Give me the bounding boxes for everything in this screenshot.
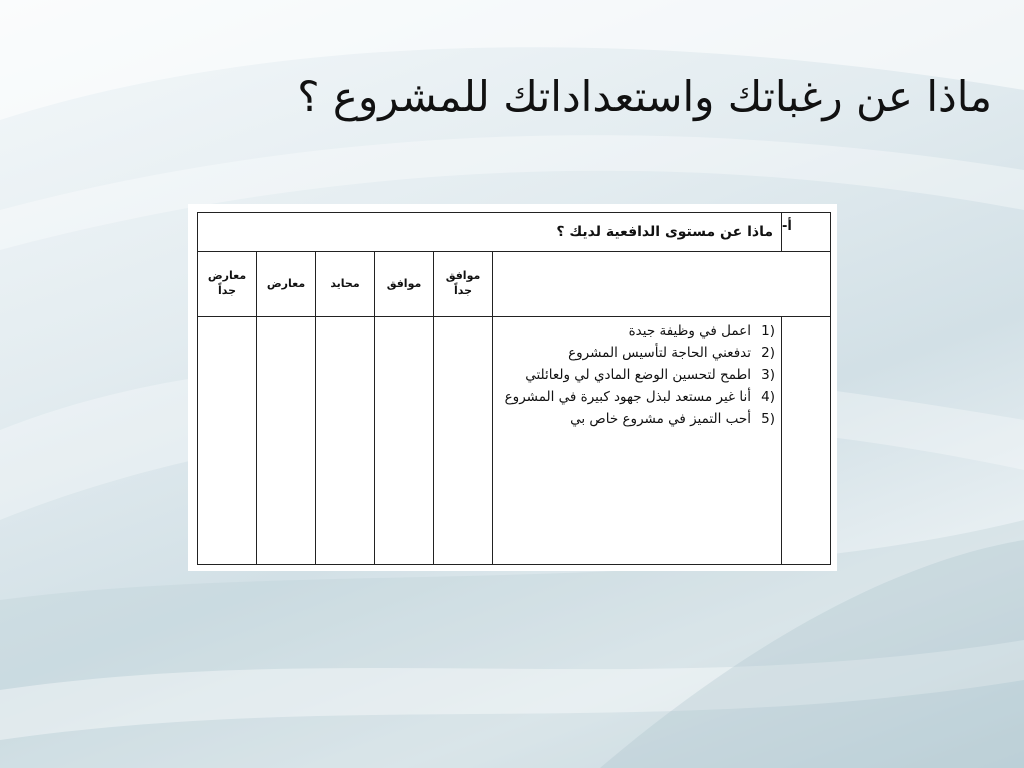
list-item [497, 365, 775, 386]
answer-cell-strongly-agree [434, 317, 493, 565]
survey-table-image [188, 204, 837, 571]
scale-disagree [257, 252, 316, 317]
scale-strongly-agree [434, 252, 493, 317]
motivation-survey-table [197, 212, 831, 565]
scale-strongly-disagree [198, 252, 257, 317]
item-text: تدفعني الحاجة لتأسيس المشروع [568, 344, 751, 361]
scale-header-row [198, 252, 831, 317]
item-number: 2) [761, 344, 775, 361]
scale-label: معارض [207, 269, 247, 283]
scale-neutral [316, 252, 375, 317]
answer-cell-strongly-disagree [198, 317, 257, 565]
item-number: 5) [761, 410, 775, 427]
scale-label: موافق [386, 276, 422, 290]
items-cell [493, 317, 782, 565]
survey-items-list [497, 321, 775, 430]
question-text: ماذا عن مستوى الدافعية لديك ؟ [198, 213, 782, 252]
question-row [198, 213, 831, 252]
item-text: أحب التميز في مشروع خاص بي [570, 410, 751, 427]
answer-cell-neutral [316, 317, 375, 565]
list-item [497, 409, 775, 430]
answer-cell-disagree [257, 317, 316, 565]
scale-label: معارض [266, 276, 306, 290]
item-text: اعمل في وظيفة جيدة [628, 323, 751, 339]
item-number: 3) [761, 366, 775, 383]
answer-cell-agree [375, 317, 434, 565]
item-number: 4) [761, 388, 775, 405]
scale-agree [375, 252, 434, 317]
list-item [497, 343, 775, 364]
list-item [497, 321, 775, 342]
scale-label: جداً [217, 284, 237, 297]
list-item [497, 387, 775, 408]
item-number: 1) [761, 323, 775, 339]
items-header-blank [493, 252, 831, 317]
scale-label: موافق [445, 269, 481, 283]
slide-title: ماذا عن رغباتك واستعداداتك للمشروع ؟ [297, 72, 992, 121]
letter-column-blank [782, 317, 831, 565]
scale-label: محايد [330, 276, 360, 290]
item-text: أنا غير مستعد لبذل جهود كبيرة في المشروع [504, 388, 751, 405]
question-letter: أ- [782, 213, 831, 252]
items-row [198, 317, 831, 565]
item-text: اطمح لتحسين الوضع المادي لي ولعائلتي [525, 366, 751, 383]
scale-label: جداً [453, 284, 473, 297]
